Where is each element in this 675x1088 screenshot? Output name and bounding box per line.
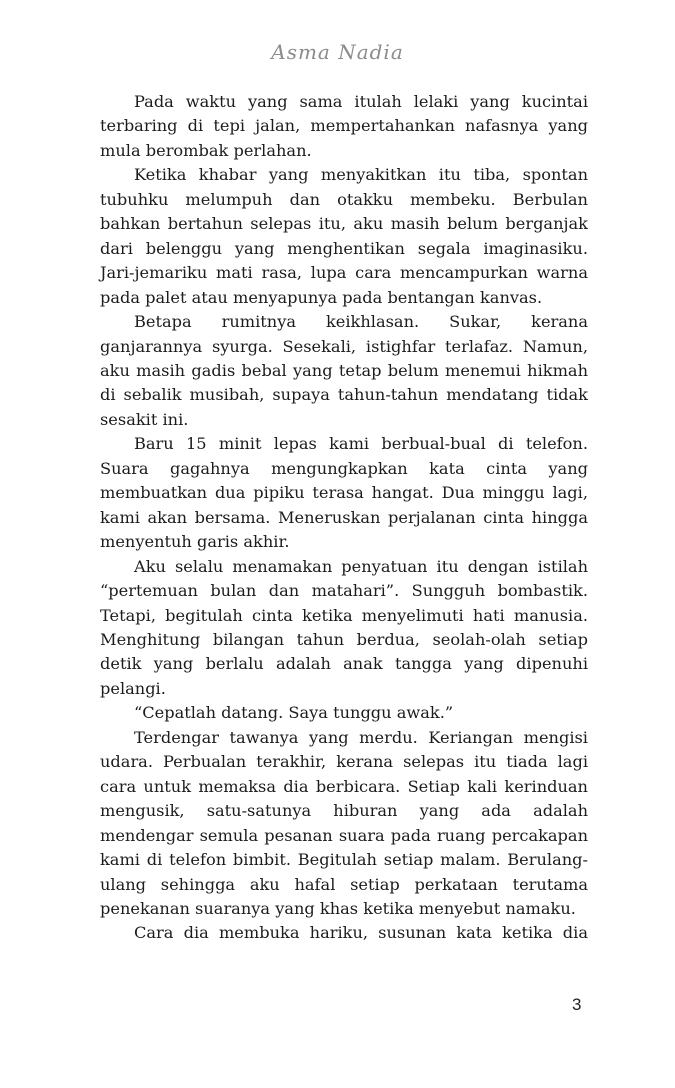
page-number: 3 [572,995,582,1014]
body-text [100,90,588,946]
running-header-author: Asma Nadia [271,40,404,64]
paragraph: Aku selalu menamakan penyatuan itu dengan istilah “pertemuan bulan dan matahari”. Sungguh bombastik. Tetapi, begitulah cinta ketika menyelimuti hati manusia. Menghitung bilangan tahun berdua, seolah-olah setiap detik yang berlalu adalah anak tangga yang dipenuhi pelangi. [100,556,588,698]
paragraph: Cara dia membuka hariku, susunan kata ketika dia [134,923,588,943]
paragraph-dialogue: “Cepatlah datang. Saya tunggu awak.” [134,703,454,723]
paragraph: Betapa rumitnya keikhlasan. Sukar, kerana ganjarannya syurga. Sesekali, istighfar terlafaz. Namun, aku masih gadis bebal yang tetap belum menemui hikmah di sebalik musibah, supaya tahun-tahun mendatang tidak sesakit ini. [100,312,588,429]
paragraph: Baru 15 minit lepas kami berbual-bual di telefon. Suara gagahnya mengungkapkan kata cinta yang membuatkan dua pipiku terasa hangat. Dua minggu lagi, kami akan bersama. Meneruskan perjalanan cinta hingga menyentuh garis akhir. [100,434,588,552]
paragraph: Ketika khabar yang menyakitkan itu tiba, spontan tubuhku melumpuh dan otakku membeku. Berbulan bahkan bertahun selepas itu, aku masih belum berganjak dari belenggu yang menghentikan segala imaginasiku. Jari-jemariku mati rasa, lupa cara mencampurkan warna pada palet atau menyapunya pada bentangan kanvas. [100,165,588,307]
paragraph: Pada waktu yang sama itulah lelaki yang kucintai terbaring di tepi jalan, mempertahankan nafasnya yang mula berombak perlahan. [100,92,588,160]
paragraph: Terdengar tawanya yang merdu. Keriangan mengisi udara. Perbualan terakhir, kerana selepas itu tiada lagi cara untuk memaksa dia berbicara. Setiap kali kerinduan mengusik, satu-satunya hiburan yang ada adalah mendengar semula pesanan suara pada ruang percakapan kami di telefon bimbit. Begitulah setiap malam. Berulang-ulang sehingga aku hafal setiap perkataan terutama penekanan suaranya yang khas ketika menyebut namaku. [100,727,588,918]
